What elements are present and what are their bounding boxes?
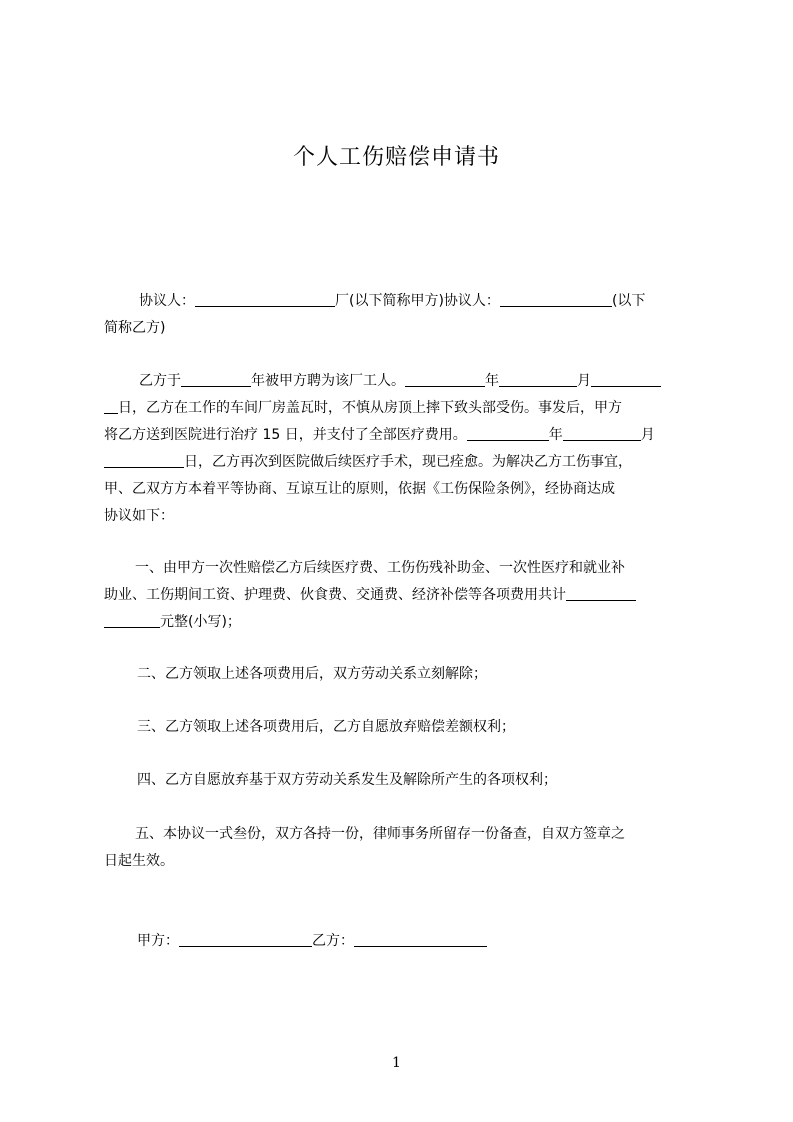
facts-text: 日，乙方在工作的车间厂房盖瓦时，不慎从房顶上摔下致头部受伤。事发后，甲方	[118, 400, 622, 416]
blank-field[interactable]	[405, 372, 485, 387]
facts-text: 月	[577, 373, 591, 389]
blank-field[interactable]	[181, 372, 251, 387]
facts-text: 年被甲方聘为该厂工人。	[251, 373, 405, 389]
parties-paragraph	[104, 288, 698, 342]
facts-line-5: 甲、乙双方方本着平等协商、互谅互让的原则，依据《工伤保险条例》，经协商达成	[104, 481, 615, 497]
facts-line-3	[104, 422, 698, 449]
clause-text: 元整(小写)；	[160, 614, 241, 630]
facts-text: 年	[548, 427, 563, 443]
party-text: (以下	[611, 293, 646, 309]
facts-line-1	[104, 368, 698, 395]
page-number: 1	[392, 1055, 401, 1071]
clause-3	[104, 714, 698, 741]
party-text: 厂(以下简称甲方)协议人：	[335, 293, 500, 309]
party-a-label: 甲方：	[137, 933, 179, 949]
facts-line-6: 协议如下：	[104, 508, 174, 524]
facts-line-2	[104, 395, 698, 422]
blank-field[interactable]	[499, 372, 577, 387]
parties-line-1	[104, 288, 698, 315]
clause-1-line-2	[104, 582, 698, 609]
facts-line-4	[104, 449, 698, 476]
blank-field[interactable]	[195, 292, 335, 307]
clause-5-line-2: 日起生效。	[104, 853, 174, 869]
party-b-label: 乙方：	[312, 933, 354, 949]
clause-5	[104, 821, 698, 875]
blank-field[interactable]	[566, 586, 636, 601]
clause-1-line-1: 一、由甲方一次性赔偿乙方后续医疗费、工伤伤残补助金、一次性医疗和就业补	[135, 560, 625, 576]
facts-paragraph	[104, 368, 698, 530]
blank-field[interactable]	[563, 426, 641, 441]
facts-text: 将乙方送到医院进行治疗 15 日，并支付了全部医疗费用。	[104, 427, 467, 443]
clause-2	[104, 661, 698, 688]
parties-line-2: 简称乙方)	[104, 320, 166, 336]
party-b-signature-field[interactable]	[354, 932, 487, 947]
blank-field[interactable]	[104, 399, 118, 414]
clause-4	[104, 767, 698, 794]
clause-1	[104, 555, 698, 636]
clause-text: 助业、工伤期间工资、护理费、伙食费、交通费、经济补偿等各项费用共计	[104, 587, 566, 603]
clause-3-text: 三、乙方领取上述各项费用后，乙方自愿放弃赔偿差额权利；	[137, 719, 515, 735]
facts-text: 日，乙方再次到医院做后续医疗手术，现已痊愈。为解决乙方工伤事宜，	[184, 454, 632, 470]
document-title: 个人工伤赔偿申请书	[292, 145, 500, 170]
facts-text: 月	[640, 427, 655, 443]
blank-field[interactable]	[467, 426, 549, 441]
signature-line	[104, 928, 698, 955]
facts-text: 乙方于	[139, 373, 181, 389]
clause-4-text: 四、乙方自愿放弃基于双方劳动关系发生及解除所产生的各项权利；	[137, 772, 557, 788]
signature-row	[104, 928, 698, 955]
clause-2-text: 二、乙方领取上述各项费用后，双方劳动关系立刻解除；	[137, 666, 487, 682]
party-label: 协议人：	[139, 293, 195, 309]
facts-text: 年	[485, 373, 499, 389]
clause-1-line-3	[104, 609, 698, 636]
party-a-signature-field[interactable]	[179, 932, 312, 947]
blank-field[interactable]	[500, 292, 612, 307]
blank-field[interactable]	[104, 613, 160, 628]
blank-field[interactable]	[591, 372, 661, 387]
blank-field[interactable]	[104, 453, 184, 468]
clause-5-line-1: 五、本协议一式叁份，双方各持一份，律师事务所留存一份备查，自双方签章之	[135, 826, 625, 842]
